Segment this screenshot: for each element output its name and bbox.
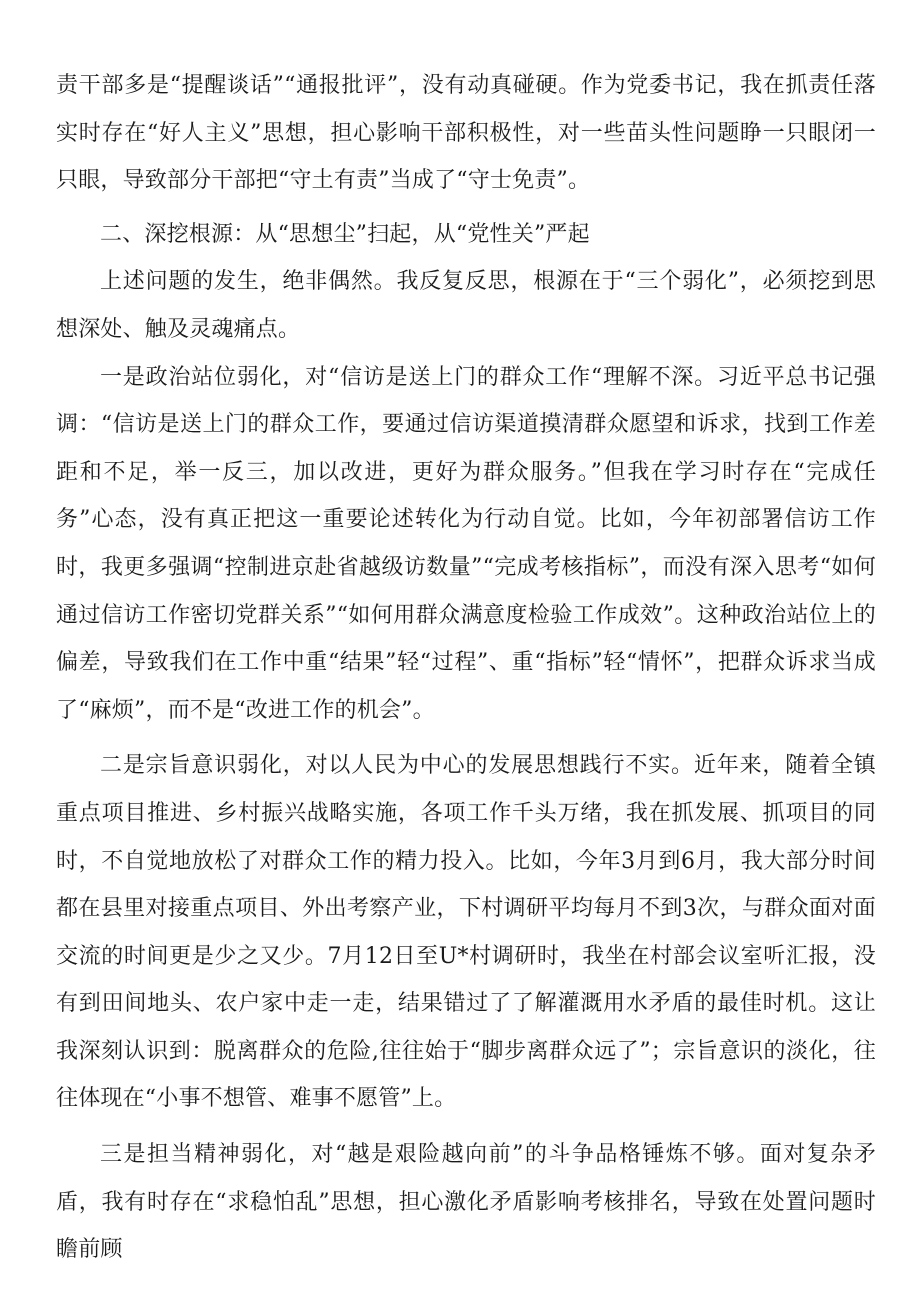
paragraph-responsibility-spirit: 三是担当精神弱化，对“越是艰险越向前”的斗争品格锤炼不够。面对复杂矛盾，我有时存在“求稳怕乱”思想，担心激化矛盾影响考核排名，导致在处置问题时瞻前顾	[56, 1142, 876, 1263]
section-heading: 二、深挖根源：从“思想尘”扫起，从“党性关”严起	[100, 221, 590, 247]
document-body	[56, 62, 876, 1274]
paragraph-political-stance: 一是政治站位弱化，对“信访是送上门的群众工作“理解不深。习近平总书记强调：“信访是送上门的群众工作，要通过信访渠道摸清群众愿望和诉求，找到工作差距和不足，举一反三，加以改进，更好为群众服务。”但我在学习时存在“完成任务”心态，没有真正把这一重要论述转化为行动自觉。比如，今年初部署信访工作时，我更多强调“控制进京赴省越级访数量”“完成考核指标”，而没有深入思考“如何通过信访工作密切党群关系”“如何用群众满意度检验工作成效”。这种政治站位上的偏差，导致我们在工作中重“结果”轻“过程”、重“指标”轻“情怀”，把群众诉求当成了“麻烦”，而不是“改进工作的机会”。	[56, 364, 876, 723]
paragraph-purpose-awareness: 二是宗旨意识弱化，对以人民为中心的发展思想践行不实。近年来，随着全镇重点项目推进、乡村振兴战略实施，各项工作千头万绪，我在抓发展、抓项目的同时，不自觉地放松了对群众工作的精力投入。比如，今年3月到6月，我大部分时间都在县里对接重点项目、外出考察产业，下村调研平均每月不到3次，与群众面对面交流的时间更是少之又少。7月12日至U*村调研时，我坐在村部会议室听汇报，没有到田间地头、农户家中走一走，结果错过了了解灌溉用水矛盾的最佳时机。这让我深刻认识到：脱离群众的危险,往往始于“脚步离群众远了”；宗旨意识的淡化，往往体现在“小事不想管、难事不愿管”上。	[56, 753, 876, 1112]
paragraph-continuation: 责干部多是“提醒谈话”“通报批评”，没有动真碰硬。作为党委书记，我在抓责任落实时存在“好人主义”思想，担心影响干部积极性，对一些苗头性问题睁一只眼闭一只眼，导致部分干部把“守土有责”当成了“守士免责”。	[56, 73, 876, 194]
paragraph-intro: 上述问题的发生，绝非偶然。我反复反思，根源在于“三个弱化”，必须挖到思想深处、触及灵魂痛点。	[56, 269, 876, 342]
